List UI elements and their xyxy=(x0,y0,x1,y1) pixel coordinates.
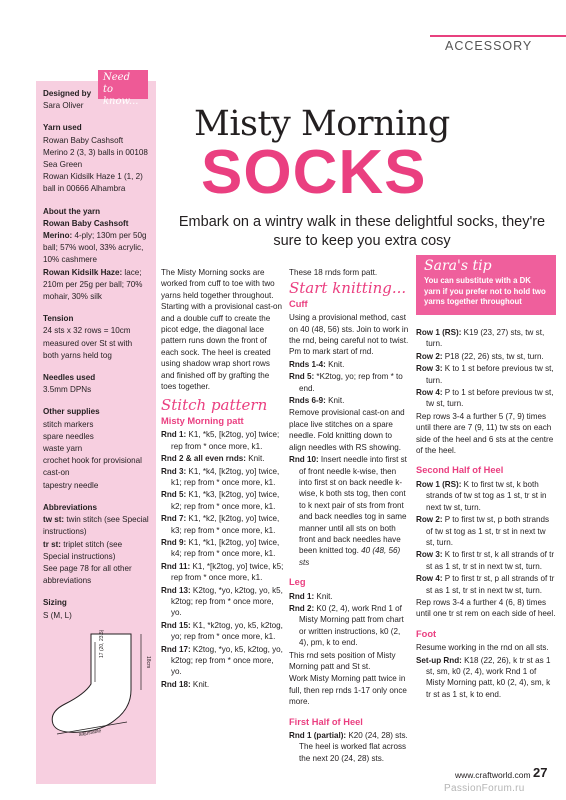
pattern-row xyxy=(161,585,285,619)
row-text: K1, *k2, [k2tog, yo] twice, k3; rep from * once more, k1. xyxy=(171,514,280,535)
watermark: PassionForum.ru xyxy=(444,783,525,794)
cuff-para-2: Remove provisional cast-on and place live stitches on a spare needle. Fold knitting down to align needles with RS showing. xyxy=(289,408,405,452)
foot-measure-label: adjustable xyxy=(78,727,102,738)
yarn-used-1: Rowan Baby Cashsoft Merino 2 (3, 3) balls in 00108 Sea Green xyxy=(43,135,148,170)
row-label: Row 2: xyxy=(416,351,443,361)
row-label: Row 4: xyxy=(416,388,443,398)
row-text: K19 (23, 27) sts, tw st, turn. xyxy=(426,328,545,349)
row-text: Knit. xyxy=(190,679,210,689)
abbreviations-heading: Abbreviations xyxy=(43,502,97,512)
column-1 xyxy=(161,267,285,691)
row-label: Rnd 1: xyxy=(289,591,315,601)
leg-para-2: Work Misty Morning patt twice in full, then rep rnds 1-17 only once more. xyxy=(289,674,407,707)
row-label: Rnd 17: xyxy=(161,644,191,654)
row-label: Row 4: xyxy=(416,574,443,584)
row-text: *K2tog, yo; rep from * to end. xyxy=(299,372,403,393)
sizing-text: S (M, L) xyxy=(43,610,72,620)
yarn-used-2: Rowan Kidsilk Haze 1 (1, 2) ball in 00666 Alhambra xyxy=(43,172,143,194)
row-text: P to first tr st, p all strands of tr st as 1 st, tr st in next tw st, turn. xyxy=(426,574,555,595)
title-line-1: Misty Morning xyxy=(194,104,450,144)
row-label: Rnd 13: xyxy=(161,585,191,595)
pattern-row xyxy=(161,513,285,536)
sock-outline xyxy=(52,634,131,732)
heel-row xyxy=(289,730,411,764)
row-label: Rnds 1-4: xyxy=(289,359,326,369)
need-to-know-sidebar xyxy=(36,81,156,784)
cuff-row xyxy=(289,395,411,406)
sizing xyxy=(43,597,150,744)
row-label: Row 3: xyxy=(416,364,443,374)
pattern-row xyxy=(161,466,285,489)
cuff-row-10 xyxy=(289,454,411,568)
section-tag: ACCESSORY xyxy=(445,39,533,53)
supply-item: spare needles xyxy=(43,431,94,441)
designed-by-heading: Designed by xyxy=(43,89,92,98)
row-text: K18 (22, 26), k tr st as 1 st, sm, k0 (2, 4), work Rnd 1 of Misty Morning patt, k0 (2, 4), sm, k tr st as 1 st, k to end. xyxy=(426,655,551,699)
heel-row xyxy=(416,351,556,362)
badge-line-1: Need to xyxy=(103,72,130,95)
footer-site: www.craftworld.com xyxy=(455,770,531,780)
heel-row xyxy=(416,514,556,548)
patt-heading: Misty Morning patt xyxy=(161,415,244,426)
heel-row xyxy=(416,549,556,572)
row-text: P to 1 st before previous tw st, tw st, turn. xyxy=(426,388,554,409)
abbr-2-text: triplet stitch (see Special instructions) xyxy=(43,539,123,561)
heel-repeat-a: Rep rows 3-4 a further 5 (7, 9) times until there are 7 (9, 11) tw sts on each side of the heel and 6 sts at the centre of the heel. xyxy=(416,411,554,456)
pattern-row xyxy=(161,489,285,512)
heel-row xyxy=(416,363,556,386)
needles-text: 3.5mm DPNs xyxy=(43,385,92,395)
leg-measure-label: 17 (20, 23.5) cm xyxy=(99,627,105,658)
row-text: P to first tw st, p both strands of tw st tog as 1 st, tr st in next tw st, turn. xyxy=(426,515,549,547)
page-number: 27 xyxy=(533,765,548,780)
row-label: Set-up Rnd: xyxy=(416,655,462,665)
row-label: Rnd 18: xyxy=(161,679,191,689)
row-text: K1, *k4, [k2tog, yo] twice, k1; rep from * once more, k1. xyxy=(171,466,280,487)
side-measure-label: 18cm xyxy=(145,655,151,668)
about-yarn-2-text: lace; 210m per 25g per ball; 70% mohair, 30% silk xyxy=(43,267,143,302)
yarn-used xyxy=(43,122,150,195)
col1-intro: The Misty Morning socks are worked from cuff to toe with two yarns held together throughout. Starting with a provisional cast-on and a double cuff to create the picot edge, the diagonal lace pattern runs down the front of each sock. The heel is created using shadow wrap short rows and finished off by grafting the toes together. xyxy=(161,268,283,392)
leg-row xyxy=(289,603,411,649)
title-line-2: SOCKS xyxy=(201,138,427,207)
pattern-row xyxy=(161,561,285,584)
row-text: Knit. xyxy=(246,454,265,464)
about-yarn-2-name: Rowan Kidsilk Haze: xyxy=(43,267,123,277)
second-half-heel-heading: Second Half of Heel xyxy=(416,465,504,476)
leg-para: This rnd sets position of Misty Morning patt and St st. xyxy=(289,650,396,671)
pattern-row xyxy=(161,644,285,678)
row-label: Rnd 10: xyxy=(289,455,319,465)
row-text: K1, *[k2tog, yo] twice, k5; rep from * once more, k1. xyxy=(171,561,284,583)
stitch-pattern-heading: Stitch pattern xyxy=(161,396,268,415)
header-rule xyxy=(430,35,566,37)
abbr-1-text: twin stitch (see Special instructions) xyxy=(43,515,149,537)
foot-para: Resume working in the rnd on all sts. xyxy=(416,643,549,653)
column-2 xyxy=(289,267,411,765)
row-text: K to 1 st before previous tw st, turn. xyxy=(426,364,554,385)
pattern-row xyxy=(161,453,285,464)
row-label: Rnd 11: xyxy=(161,561,191,571)
row-label: Row 1 (RS): xyxy=(416,328,462,338)
heel-row xyxy=(416,573,556,596)
first-half-heel-heading: First Half of Heel xyxy=(289,716,363,727)
row-label: Row 3: xyxy=(416,550,443,560)
cuff-para: Using a provisional method, cast on 40 (48, 56) sts. Join to work in the rnd, being careful not to twist. Pm to mark start of rnd. xyxy=(289,313,409,357)
about-yarn-1 xyxy=(43,218,150,267)
row-label: Rnd 7: xyxy=(161,514,187,524)
pattern-row xyxy=(161,429,285,452)
row-label: Rnd 1: xyxy=(161,430,187,440)
designer-name: Sara Oliver xyxy=(43,101,84,111)
row-text: K1, *k1, [k2tog, yo] twice, k4; rep from * once more, k1. xyxy=(171,537,280,559)
row-text: Knit. xyxy=(325,359,345,369)
row-text: Knit. xyxy=(325,396,345,406)
row-label: Row 1 (RS): xyxy=(416,479,462,489)
heel-repeat-b: Rep rows 3-4 a further 4 (6, 8) times until one tr st rem on each side of heel. xyxy=(416,597,556,619)
abbr-2 xyxy=(43,539,150,563)
foot-heading: Foot xyxy=(416,628,437,639)
row-text: K0 (2, 4), work Rnd 1 of Misty Morning patt from chart or written instructions, k0 (2, 4), pm, k to end. xyxy=(299,603,404,648)
foot-row xyxy=(416,655,556,701)
row-text: Insert needle into first st of front needle k-wise, then into first st on back needle k-wise, k both sts tog, then cont to k next pair of sts from front and back needles tog in same manner until all sts on both front and back needles have been knitted tog. xyxy=(299,455,407,556)
other-supplies-heading: Other supplies xyxy=(43,407,100,417)
row-text: P18 (22, 26) sts, tw st, turn. xyxy=(442,351,544,361)
row-label: Rnd 2 & all even rnds: xyxy=(161,454,247,464)
tension xyxy=(43,313,150,362)
row-label: Rnd 5: xyxy=(289,372,315,382)
needles-used xyxy=(43,372,150,396)
row-text: K20 (24, 28) sts. The heel is worked flat across the next 20 (24, 28) sts. xyxy=(299,731,408,763)
intro-text: Embark on a wintry walk in these delightful socks, they're sure to keep you extra cosy xyxy=(178,214,546,249)
about-yarn-heading: About the yarn xyxy=(43,206,101,216)
other-supplies xyxy=(43,406,150,491)
cuff-row xyxy=(289,371,411,394)
cuff-row xyxy=(289,359,411,370)
row-label: Rnd 1 (partial): xyxy=(289,731,347,741)
row-text: K1, *k5, [k2tog, yo] twice; rep from * once more, k1. xyxy=(171,430,280,451)
column-3 xyxy=(416,255,556,701)
row-text: Knit. xyxy=(314,591,333,601)
row-label: Rnd 3: xyxy=(161,466,187,476)
row-label: Rnds 6-9: xyxy=(289,396,326,406)
tip-box xyxy=(416,255,556,315)
sock-sizing-diagram xyxy=(43,628,155,740)
yarn-used-heading: Yarn used xyxy=(43,123,82,133)
row-text: K1, *k3, [k2tog, yo] twice, k2; rep from * once more, k1. xyxy=(171,490,280,511)
row-text: K1, *k2tog, yo, k5, k2tog, yo; rep from * once more, k1. xyxy=(171,620,283,642)
row-text: K2tog, *yo, k2tog, yo, k5, k2tog; rep from * once more, yo. xyxy=(171,585,283,618)
row-label: Rnd 2: xyxy=(289,603,315,613)
col2-lead: These 18 rnds form patt. xyxy=(289,268,378,277)
row-label: Rnd 9: xyxy=(161,537,187,547)
leg-row xyxy=(289,591,411,602)
row-stitch-count: 40 (48, 56) sts xyxy=(299,546,401,567)
pattern-row xyxy=(161,620,285,643)
pattern-row xyxy=(161,537,285,560)
badge-line-2: know... xyxy=(103,96,139,107)
leg-heading: Leg xyxy=(289,577,306,588)
tip-title: Sara's tip xyxy=(424,258,492,274)
supply-item: stitch markers xyxy=(43,419,94,429)
abbr-1-term: tw st: xyxy=(43,515,65,525)
need-to-know-badge xyxy=(98,70,148,107)
abbreviations xyxy=(43,502,150,587)
abbr-2-term: tr st: xyxy=(43,539,61,549)
about-yarn-1-text: 4-ply; 130m per 50g ball; 57% wool, 33% acrylic, 10% cashmere xyxy=(43,231,147,265)
row-label: Rnd 15: xyxy=(161,620,191,630)
supply-item: tapestry needle xyxy=(43,480,99,490)
about-yarn-2 xyxy=(43,267,150,304)
start-knitting-heading: Start knitting... xyxy=(289,279,407,298)
heel-row xyxy=(416,327,556,350)
needles-heading: Needles used xyxy=(43,373,96,383)
row-text: K2tog, *yo, k5, k2tog, yo, k2tog; rep from * once more, yo. xyxy=(171,644,283,677)
row-text: K to first tw st, k both strands of tw st tog as 1 st, tr st in next tw st, turn. xyxy=(426,479,547,512)
cuff-heading: Cuff xyxy=(289,298,308,309)
pattern-row xyxy=(161,679,285,690)
about-yarn-1-name: Rowan Baby Cashsoft Merino: xyxy=(43,218,129,241)
heel-row xyxy=(416,387,556,410)
supply-item: waste yarn xyxy=(43,444,83,454)
tension-heading: Tension xyxy=(43,314,74,324)
about-yarn xyxy=(43,206,150,304)
tension-text: 24 sts x 32 rows = 10cm measured over St st with both yarns held tog xyxy=(43,326,133,360)
tip-text: You can substitute with a DK yarn if you prefer not to hold two yarns together throughout xyxy=(424,276,546,306)
sizing-heading: Sizing xyxy=(43,598,67,608)
row-text: K to first tr st, k all strands of tr st as 1 st, tr st in next tw st, turn. xyxy=(426,550,555,571)
abbr-3: See page 78 for all other abbreviations xyxy=(43,563,132,586)
supply-item: crochet hook for provisional cast-on xyxy=(43,456,142,478)
heel-row xyxy=(416,479,556,513)
row-label: Row 2: xyxy=(416,515,443,525)
row-label: Rnd 5: xyxy=(161,490,187,500)
abbr-1 xyxy=(43,514,150,538)
